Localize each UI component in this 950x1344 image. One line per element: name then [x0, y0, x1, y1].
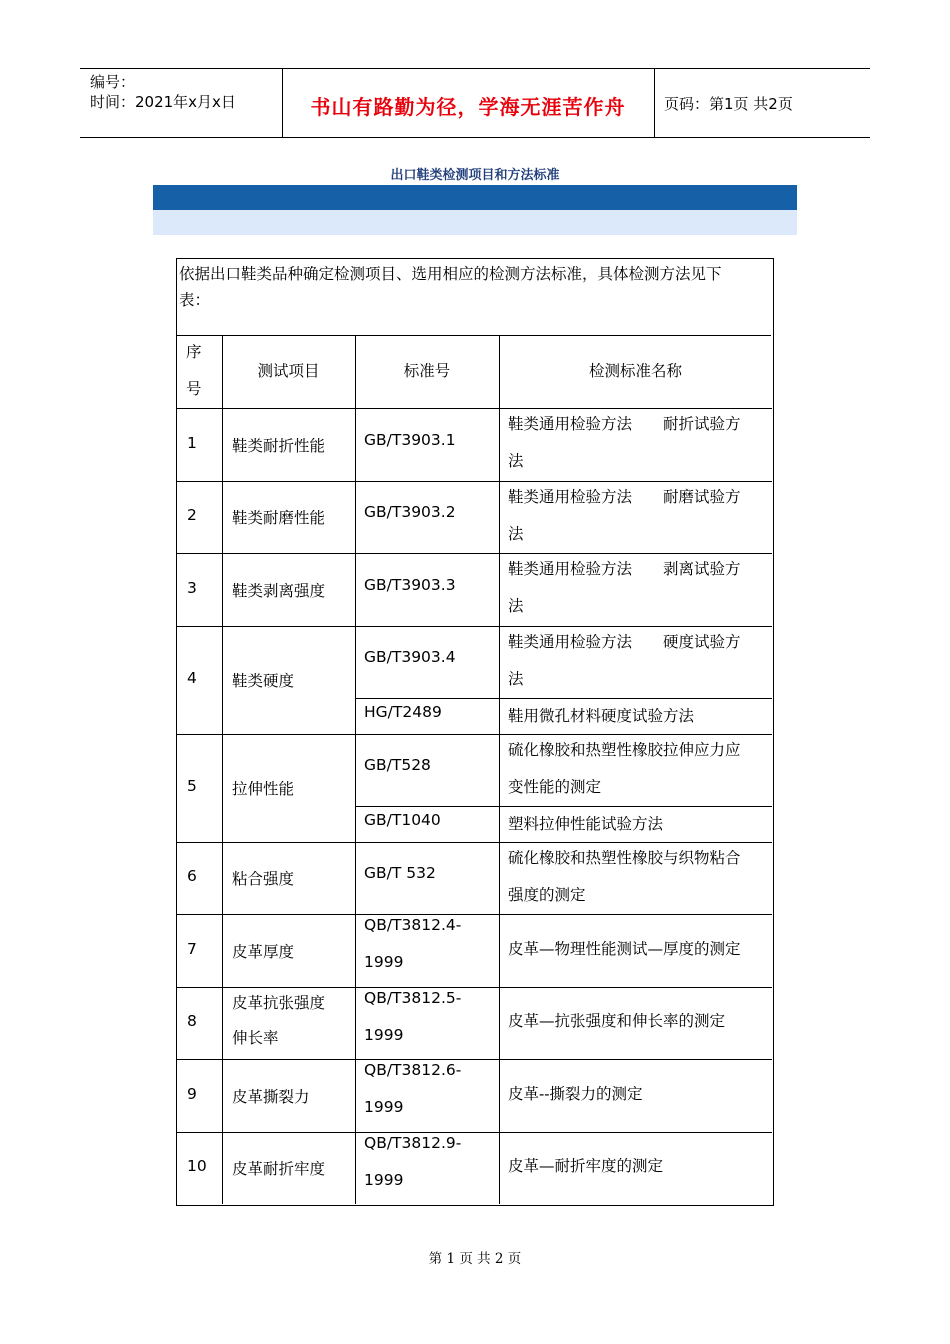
std-cell — [355, 698, 499, 734]
intro-paragraph — [177, 258, 771, 336]
header-std-cell — [355, 336, 499, 408]
std-number: HG/T2489 — [364, 703, 442, 721]
item-cell — [222, 626, 355, 734]
std-cell — [355, 1132, 499, 1204]
page-header — [80, 68, 870, 138]
title-band-dark — [153, 185, 797, 210]
number-label: 编号： — [90, 73, 136, 91]
std-name: 鞋类通用检验方法 硬度试验方 — [508, 633, 741, 651]
seq-cell — [177, 734, 222, 842]
std-name: 鞋类通用检验方法 剥离试验方 — [508, 560, 741, 578]
item-name: 皮革抗张强度 — [232, 994, 326, 1012]
seq-cell — [177, 1132, 222, 1204]
std-name-cell — [499, 734, 772, 806]
header-std-label: 标准号 — [403, 362, 451, 380]
std-number-cont: 1999 — [364, 1171, 404, 1189]
std-number: GB/T 532 — [364, 864, 436, 882]
intro-line-1: 依据出口鞋类品种确定检测项目、选用相应的检测方法标准，具体检测方法见下 — [179, 265, 722, 283]
std-cell — [355, 408, 499, 481]
document-title: 出口鞋类检测项目和方法标准 — [390, 168, 560, 183]
std-number: GB/T3903.1 — [364, 430, 456, 449]
std-name-cell — [499, 1132, 772, 1204]
std-number: GB/T1040 — [364, 811, 441, 829]
page-label: 页码：第1页 共2页 — [664, 95, 793, 113]
std-name-cell — [499, 806, 772, 842]
seq-number: 1 — [187, 433, 197, 452]
item-name: 鞋类耐折性能 — [232, 436, 326, 455]
std-cell — [355, 626, 499, 698]
std-number-cont: 1999 — [364, 953, 404, 971]
std-name: 硫化橡胶和热塑性橡胶与织物粘合 — [508, 849, 741, 867]
std-cell — [355, 553, 499, 626]
std-name-cont: 法 — [508, 452, 524, 470]
item-name: 粘合强度 — [232, 870, 295, 888]
item-name: 鞋类耐磨性能 — [232, 509, 326, 527]
header-name-label: 检测标准名称 — [588, 362, 682, 380]
item-cell — [222, 734, 355, 842]
std-number: GB/T3903.4 — [364, 648, 456, 666]
std-name: 鞋类通用检验方法 耐折试验方 — [508, 415, 741, 433]
seq-cell — [177, 987, 222, 1059]
header-seq-cell — [177, 336, 222, 408]
std-cell — [355, 481, 499, 553]
seq-cell — [177, 408, 222, 481]
std-name-cell — [499, 1059, 772, 1132]
seq-number: 7 — [187, 939, 197, 958]
item-name: 鞋类硬度 — [232, 672, 295, 690]
std-name-cell — [499, 842, 772, 914]
std-cell — [355, 806, 499, 842]
item-cell — [222, 1132, 355, 1204]
item-name-cont: 伸长率 — [232, 1029, 279, 1047]
seq-number: 6 — [187, 867, 197, 885]
std-cell — [355, 842, 499, 914]
title-band-light — [153, 210, 797, 235]
seq-cell — [177, 481, 222, 553]
std-name: 塑料拉伸性能试验方法 — [508, 815, 664, 833]
std-cell — [355, 734, 499, 806]
item-cell — [222, 987, 355, 1059]
item-cell — [222, 842, 355, 914]
header-item-cell — [222, 336, 355, 408]
seq-number: 8 — [187, 1012, 197, 1030]
item-cell — [222, 481, 355, 553]
std-number: QB/T3812.4- — [364, 916, 462, 934]
std-number: QB/T3812.6- — [364, 1061, 462, 1079]
std-number: GB/T528 — [364, 756, 431, 774]
page-footer: 第 1 页 共 2 页 — [428, 1251, 522, 1267]
std-cell — [355, 914, 499, 987]
std-name: 皮革—物理性能测试—厚度的测定 — [508, 939, 741, 958]
std-name-cell — [499, 553, 772, 626]
item-name: 皮革撕裂力 — [232, 1087, 310, 1106]
header-item-label: 测试项目 — [257, 362, 320, 380]
item-cell — [222, 1059, 355, 1132]
std-number: GB/T3903.3 — [364, 575, 456, 594]
std-name-cell — [499, 626, 772, 698]
header-page-cell — [654, 69, 870, 137]
std-number-cont: 1999 — [364, 1098, 404, 1116]
std-number: GB/T3903.2 — [364, 503, 456, 521]
seq-cell — [177, 842, 222, 914]
item-name: 鞋类剥离强度 — [232, 581, 326, 600]
seq-cell — [177, 626, 222, 734]
std-name: 鞋类通用检验方法 耐磨试验方 — [508, 488, 741, 506]
std-number: QB/T3812.5- — [364, 989, 462, 1007]
seq-number: 5 — [187, 777, 197, 795]
item-name: 拉伸性能 — [232, 780, 295, 798]
std-name-cont: 强度的测定 — [508, 886, 586, 904]
std-name-cell — [499, 914, 772, 987]
header-motto-cell — [282, 69, 655, 137]
seq-number: 9 — [187, 1084, 197, 1103]
std-name-cont: 法 — [508, 525, 524, 543]
item-name: 皮革厚度 — [232, 942, 295, 961]
item-cell — [222, 914, 355, 987]
header-seq-top: 序 — [186, 343, 202, 361]
std-number: QB/T3812.9- — [364, 1134, 462, 1152]
header-meta-cell — [80, 69, 283, 137]
std-name-cell — [499, 481, 772, 553]
std-name-cont: 法 — [508, 597, 524, 615]
std-name-cell — [499, 987, 772, 1059]
seq-number: 3 — [187, 578, 197, 597]
header-seq-bottom: 号 — [186, 380, 202, 398]
header-name-cell — [499, 336, 772, 408]
std-name-cell — [499, 408, 772, 481]
seq-number: 10 — [187, 1157, 207, 1175]
std-name: 皮革—耐折牢度的测定 — [508, 1157, 664, 1175]
std-name-cont: 法 — [508, 670, 524, 688]
intro-line-2: 表： — [179, 291, 211, 309]
item-cell — [222, 553, 355, 626]
std-cell — [355, 987, 499, 1059]
seq-number: 4 — [187, 669, 197, 687]
std-name: 皮革--撕裂力的测定 — [508, 1084, 643, 1103]
item-cell — [222, 408, 355, 481]
seq-cell — [177, 1059, 222, 1132]
item-name: 皮革耐折牢度 — [232, 1160, 326, 1178]
seq-cell — [177, 914, 222, 987]
std-name: 鞋用微孔材料硬度试验方法 — [508, 707, 695, 725]
seq-number: 2 — [187, 506, 197, 524]
std-name-cell — [499, 698, 772, 734]
motto-text: 书山有路勤为径，学海无涯苦作舟 — [310, 95, 626, 119]
seq-cell — [177, 553, 222, 626]
std-name: 硫化橡胶和热塑性橡胶拉伸应力应 — [508, 741, 741, 759]
std-name-cont: 变性能的测定 — [508, 778, 602, 796]
time-label: 时间：2021年x月x日 — [90, 93, 236, 111]
std-number-cont: 1999 — [364, 1026, 404, 1044]
std-cell — [355, 1059, 499, 1132]
std-name: 皮革—抗张强度和伸长率的测定 — [508, 1012, 726, 1030]
